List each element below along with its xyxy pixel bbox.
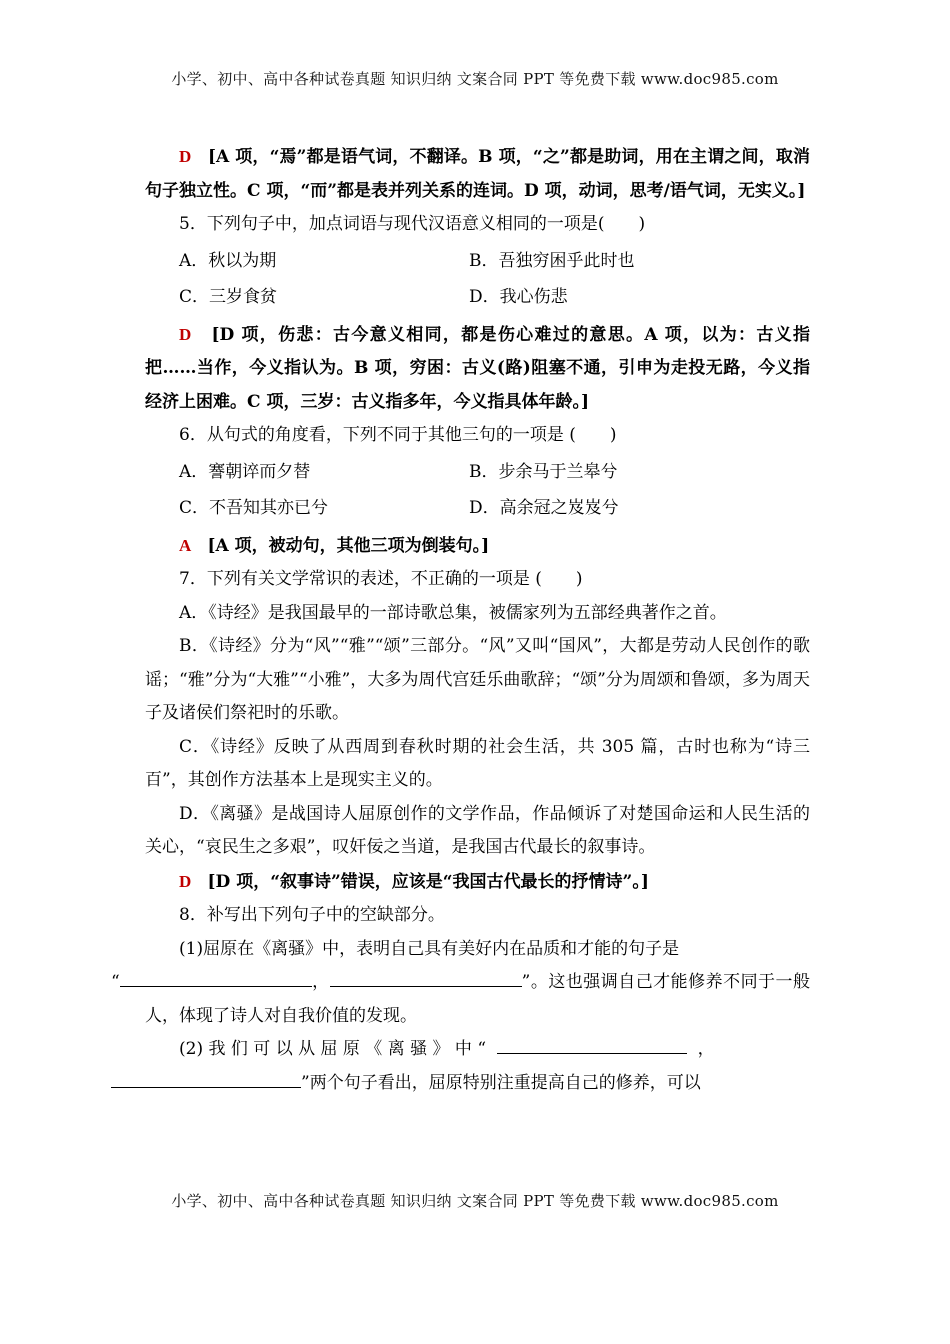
question-8-part-1-tail: ”。这也强调自己才能修养不同于一般人，体现了诗人对自我价值的发现。 (145, 972, 811, 1026)
blank-separator: ， (311, 972, 330, 992)
answer-6-letter: A (179, 535, 192, 555)
question-7-option-d: D．《离骚》是战国诗人屈原创作的文学作品，作品倾诉了对楚国命运和人民生活的关心，“哀民生之多艰”，叹奸佞之当道，是我国古代最长的叙事诗。 (145, 803, 810, 857)
question-5-options-row-2 (145, 281, 810, 315)
open-quote: “ (111, 972, 120, 992)
question-6-option-b: B．步余马于兰皋兮 (469, 461, 618, 482)
question-5-option-a: A．秋以为期 (179, 250, 277, 271)
question-5-stem: 5．下列句子中，加点词语与现代汉语意义相同的一项是( ) (179, 214, 646, 234)
blank-separator: ， (697, 1039, 715, 1059)
answer-4 (145, 140, 810, 208)
page-footer: 小学、初中、高中各种试卷真题 知识归纳 文案合同 PPT 等免费下载 www.doc985.com (171, 1192, 779, 1210)
question-7-stem: 7．下列有关文学常识的表述，不正确的一项是 ( ) (179, 569, 583, 589)
question-6-option-d: D．高余冠之岌岌兮 (469, 498, 619, 518)
answer-5-letter: D (179, 324, 192, 344)
answer-blank-1[interactable] (120, 966, 312, 987)
answer-4-letter: D (179, 147, 192, 166)
answer-7 (145, 865, 810, 900)
answer-4-explanation: [A 项，“焉”都是语气词，不翻译。B 项，“之”都是助词，用在主谓之间，取消句子独立性。C 项，“而”都是表并列关系的连词。D 项，动词，思考/语气词，无实义。] (145, 147, 810, 201)
document-body (111, 140, 811, 1100)
answer-7-explanation: [D 项，“叙事诗”错误，应该是“我国古代最长的抒情诗”。] (207, 871, 649, 892)
question-8-part-2-prompt: (2) 我 们 可 以 从 屈 原 《 离 骚 》 中 “ (179, 1039, 487, 1059)
question-6-option-a: A．謇朝谇而夕替 (179, 461, 311, 482)
answer-blank-4[interactable] (111, 1067, 301, 1088)
answer-5 (145, 318, 810, 420)
answer-6 (145, 529, 810, 564)
question-7-option-a: A．《诗经》是我国最早的一部诗歌总集，被儒家列为五部经典著作之首。 (179, 602, 727, 623)
answer-5-explanation: [D 项，伤悲：古今意义相同，都是伤心难过的意思。A 项，以为：古义指把……当作，今义指认为。B 项，穷困：古义(路)阻塞不通，引申为走投无路，今义指经济上困难。C 项，三岁：古义指多年，今义指具体年龄。] (145, 324, 810, 412)
answer-7-letter: D (179, 871, 192, 891)
question-7-option-b: B．《诗经》分为“风”“雅”“颂”三部分。“风”又叫“国风”，大都是劳动人民创作的歌谣；“雅”分为“大雅”“小雅”，大多为周代宫廷乐曲歌辞；“颂”分为周颂和鲁颂，多为周天子及诸侯们祭祀时的乐歌。 (145, 636, 810, 723)
question-6-option-c: C．不吾知其亦已兮 (179, 498, 329, 518)
question-5-option-c: C．三岁食贫 (179, 287, 278, 307)
question-5-option-d: D．我心伤悲 (469, 287, 568, 307)
answer-6-explanation: [A 项，被动句，其他三项为倒装句。] (207, 535, 490, 556)
question-6-stem: 6．从句式的角度看，下列不同于其他三句的一项是 ( ) (179, 425, 617, 445)
question-7-option-c: C．《诗经》反映了从西周到春秋时期的社会生活，共 305 篇，古时也称为“诗三百”，其创作方法基本上是现实主义的。 (145, 736, 810, 790)
question-8-part-1-prompt: (1)屈原在《离骚》中，表明自己具有美好内在品质和才能的句子是 (179, 938, 680, 959)
question-8-part-2 (145, 1033, 810, 1100)
question-5-options-row-1 (145, 245, 810, 279)
question-8-part-1 (111, 933, 811, 1034)
question-8-stem: 8．补写出下列句子中的空缺部分。 (179, 905, 445, 925)
question-8-part-2-tail: ”两个句子看出，屈原特别注重提高自己的修养，可以 (301, 1072, 701, 1093)
answer-blank-2[interactable] (330, 966, 522, 987)
answer-blank-3[interactable] (497, 1033, 687, 1054)
question-6-options-row-1 (145, 456, 810, 490)
question-5-option-b: B．吾独穷困乎此时也 (469, 250, 635, 271)
question-6-options-row-2 (145, 492, 810, 526)
page-header: 小学、初中、高中各种试卷真题 知识归纳 文案合同 PPT 等免费下载 www.doc985.com (171, 70, 779, 88)
